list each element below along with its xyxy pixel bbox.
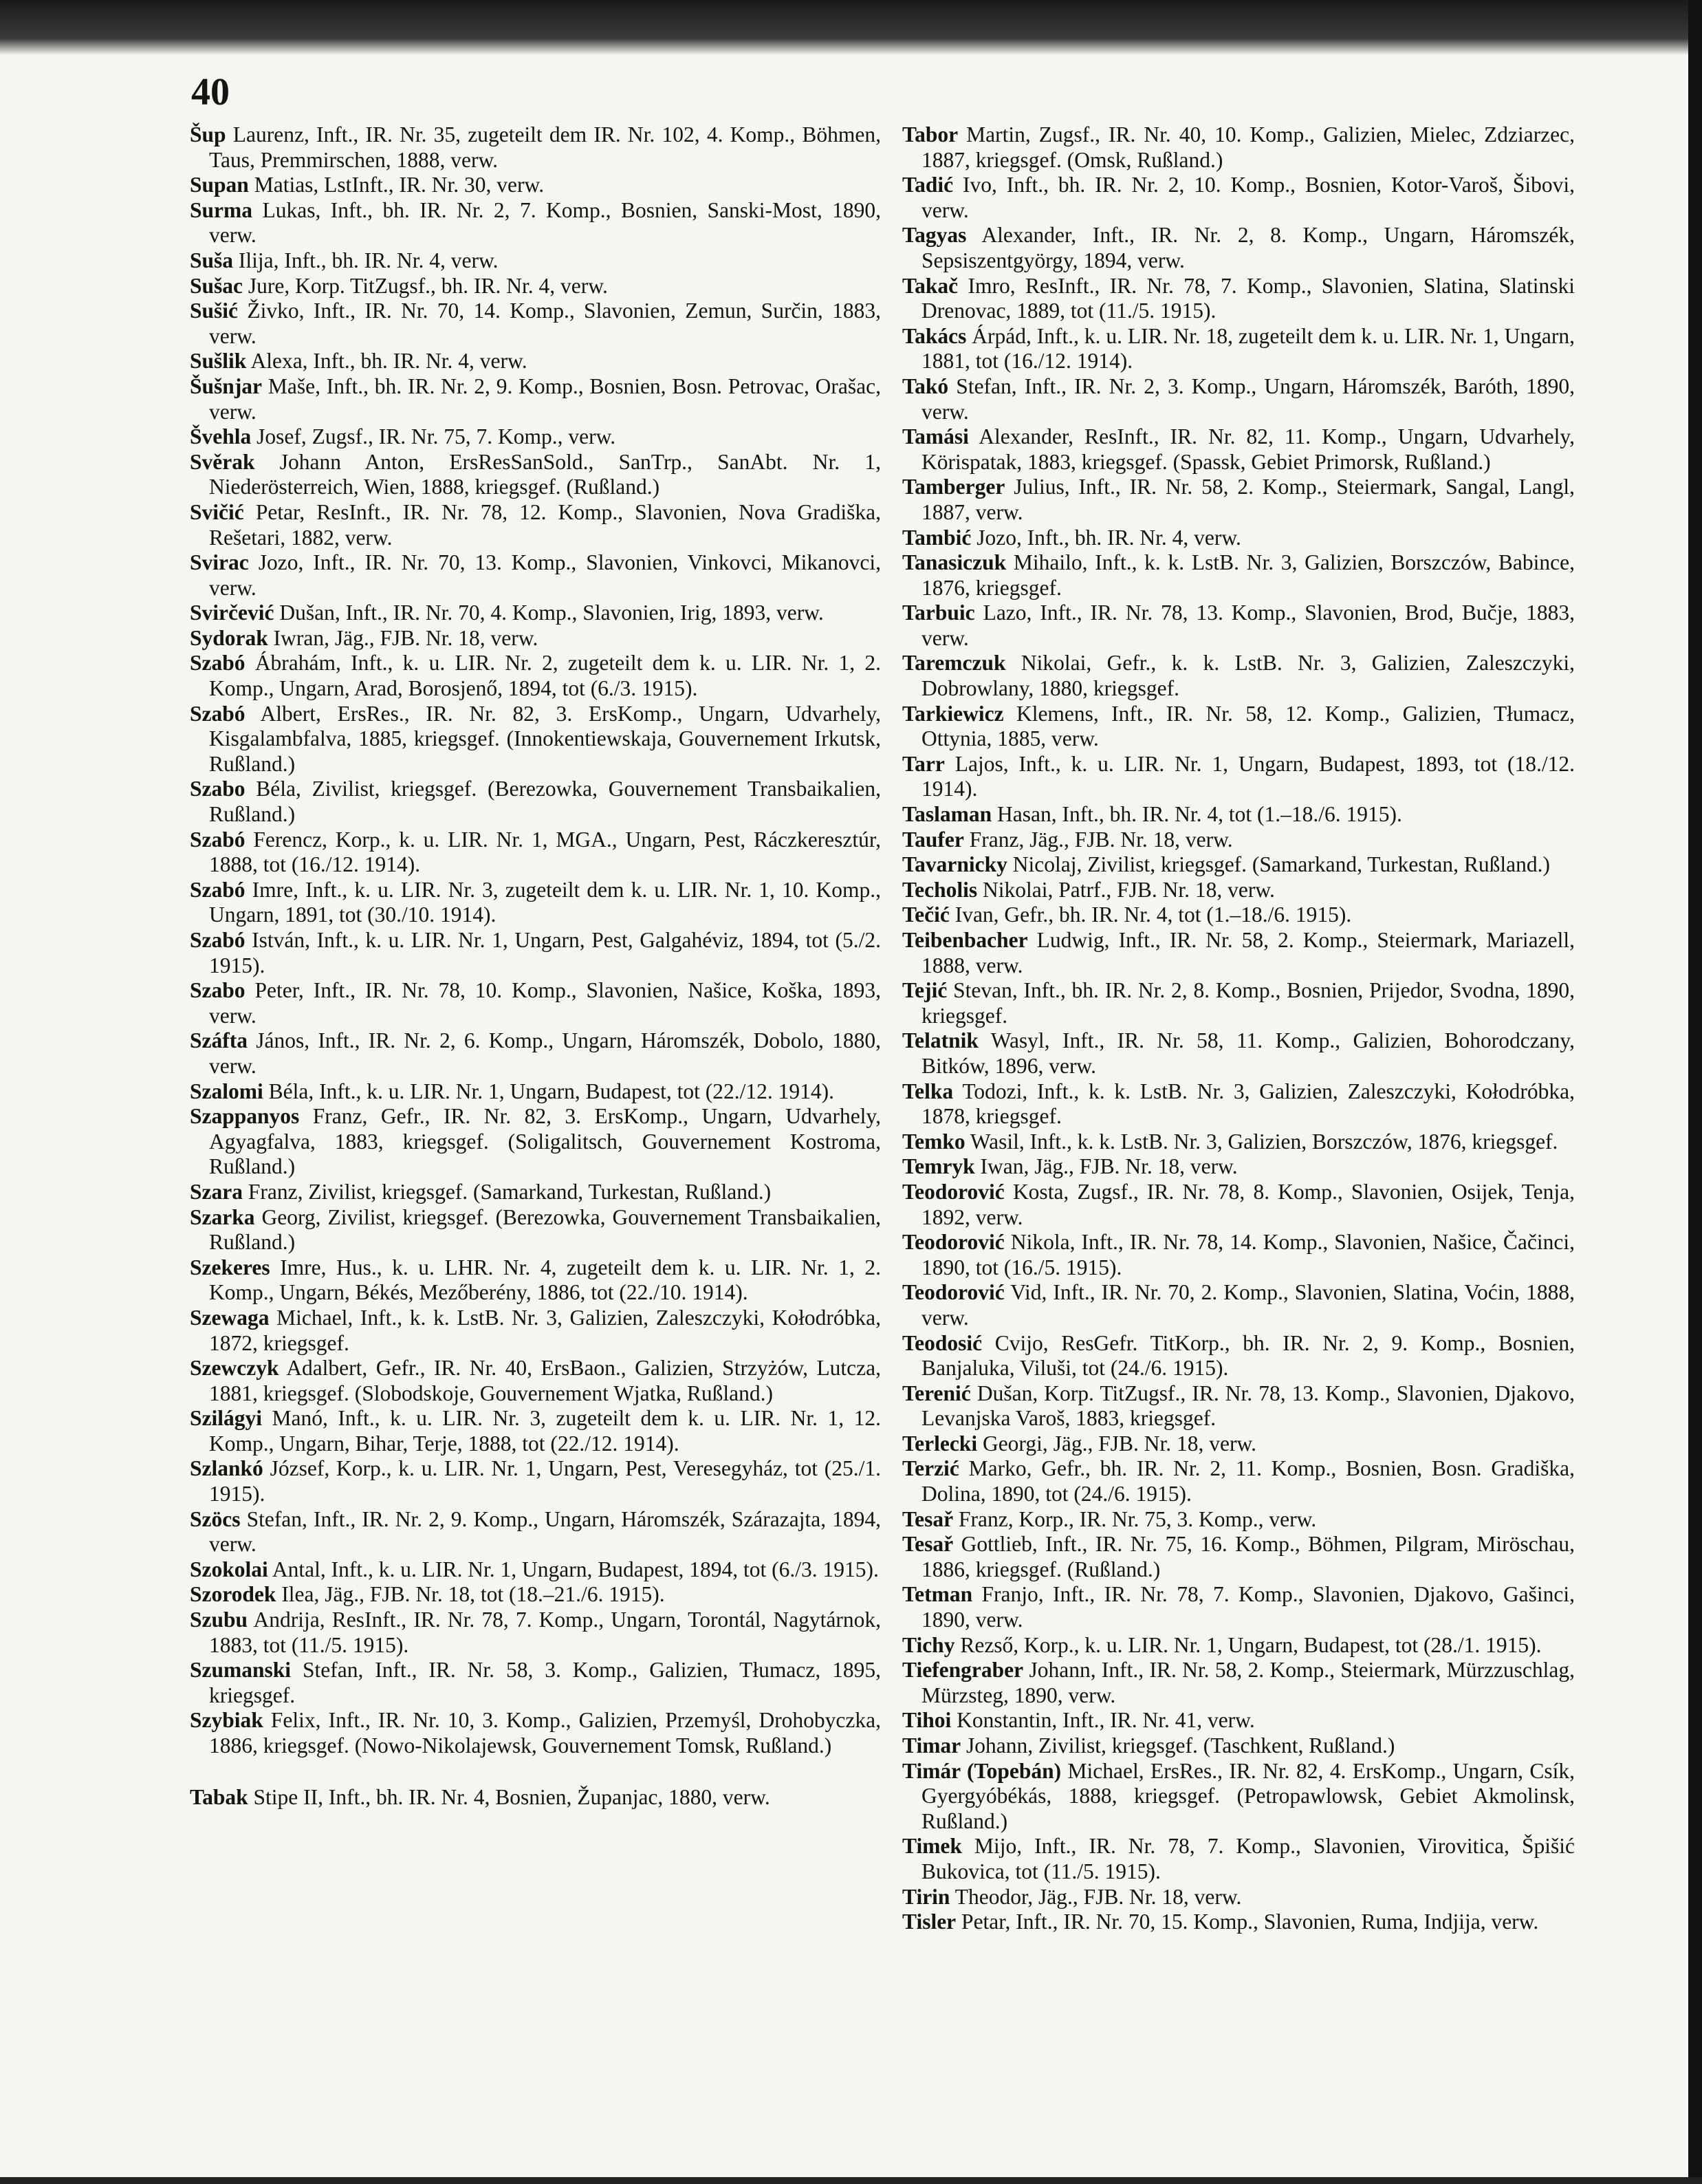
list-entry: [190, 1507, 881, 1557]
list-entry: [902, 1834, 1575, 1884]
entry-details: Marko, Gefr., bh. IR. Nr. 2, 11. Komp., Bosnien, Bosn. Gradiška, Dolina, 1890, tot (24./6. 1915).: [921, 1456, 1575, 1506]
entry-surname: Szokolai: [190, 1557, 268, 1581]
list-entry: [902, 1079, 1575, 1129]
entry-surname: Szabó: [190, 928, 246, 952]
entry-details: Laurenz, Inft., IR. Nr. 35, zugeteilt dem IR. Nr. 102, 4. Komp., Böhmen, Taus, Premmirschen, 1888, verw.: [209, 122, 881, 172]
entry-details: Johann, Zivilist, kriegsgef. (Taschkent, Rußland.): [966, 1733, 1395, 1758]
list-entry: [190, 424, 881, 450]
entry-surname: Tejić: [902, 978, 948, 1003]
entry-surname: Tadić: [902, 173, 954, 197]
entry-surname: Temko: [902, 1129, 965, 1154]
entry-details: Albert, ErsRes., IR. Nr. 82, 3. ErsKomp., Ungarn, Udvarhely, Kisgalambfalva, 1885, kriegsgef. (Innokentiewskaja, Gouvernement Irkutsk, Rußland.): [209, 701, 881, 776]
list-entry: [190, 1708, 881, 1758]
entry-details: Lazo, Inft., IR. Nr. 78, 13. Komp., Slavonien, Brod, Bučje, 1883, verw.: [921, 601, 1575, 650]
list-entry: [902, 1633, 1575, 1658]
entry-details: Mihailo, Inft., k. k. LstB. Nr. 3, Galizien, Borszczów, Babince, 1876, kriegsgef.: [921, 550, 1575, 600]
entry-details: Michael, Inft., k. k. LstB. Nr. 3, Galizien, Zaleszczyki, Kołodróbka, 1872, kriegsgef.: [209, 1305, 882, 1355]
entry-surname: Szybiak: [190, 1708, 263, 1733]
entry-surname: Suša: [190, 248, 234, 272]
entry-surname: Timek: [902, 1834, 962, 1859]
entry-surname: Szappanyos: [190, 1104, 300, 1129]
entry-details: Ilea, Jäg., FJB. Nr. 18, tot (18.–21./6. 1915).: [281, 1582, 665, 1607]
entry-details: Hasan, Inft., bh. IR. Nr. 4, tot (1.–18./6. 1915).: [997, 802, 1402, 827]
entry-surname: Sušlik: [190, 349, 247, 374]
entry-surname: Tambić: [902, 525, 972, 550]
entry-details: Ilija, Inft., bh. IR. Nr. 4, verw.: [238, 248, 499, 272]
list-entry: [190, 702, 881, 777]
entry-details: Andrija, ResInft., IR. Nr. 78, 7. Komp., Ungarn, Torontál, Nagytárnok, 1883, tot (11./5. 1915).: [209, 1608, 882, 1657]
entry-details: Wasil, Inft., k. k. LstB. Nr. 3, Galizien, Borszczów, 1876, kriegsgef.: [970, 1129, 1558, 1154]
list-entry: [190, 1557, 881, 1583]
entry-surname: Tabor: [902, 122, 959, 147]
entry-details: Vid, Inft., IR. Nr. 70, 2. Komp., Slavonien, Slatina, Voćin, 1888, verw.: [921, 1280, 1575, 1330]
list-entry: [902, 424, 1575, 475]
entry-details: Felix, Inft., IR. Nr. 10, 3. Komp., Galizien, Przemyśl, Drohobyczka, 1886, kriegsgef. (Nowo-Nikolajewsk, Gouvernement Tomsk, Rußland.): [209, 1708, 881, 1758]
list-entry: [902, 1582, 1575, 1632]
entry-surname: Sydorak: [190, 625, 268, 650]
entry-details: Petar, Inft., IR. Nr. 70, 15. Komp., Slavonien, Ruma, Indjija, verw.: [961, 1910, 1539, 1934]
entry-details: Franz, Korp., IR. Nr. 75, 3. Komp., verw.: [958, 1506, 1317, 1531]
entry-surname: Timar: [902, 1733, 961, 1758]
entry-surname: Takács: [902, 323, 967, 348]
entry-details: Nikolai, Patrf., FJB. Nr. 18, verw.: [983, 877, 1275, 902]
entry-details: Ivan, Gefr., bh. IR. Nr. 4, tot (1.–18./6. 1915).: [954, 902, 1352, 927]
list-entry: [190, 374, 881, 424]
entry-surname: Taufer: [902, 827, 964, 852]
entry-surname: Szumanski: [190, 1658, 292, 1683]
list-entry: [902, 1381, 1575, 1431]
entry-surname: Szabó: [190, 651, 246, 675]
entry-details: Alexander, Inft., IR. Nr. 2, 8. Komp., Ungarn, Háromszék, Sepsiszentgyörgy, 1894, verw.: [921, 223, 1575, 272]
entry-surname: Supan: [190, 173, 249, 197]
entry-surname: Terenić: [902, 1381, 971, 1405]
entry-details: Alexa, Inft., bh. IR. Nr. 4, verw.: [250, 349, 527, 374]
entry-surname: Szalomi: [190, 1079, 263, 1103]
entry-details: Theodor, Jäg., FJB. Nr. 18, verw.: [954, 1884, 1242, 1909]
entry-details: Josef, Zugsf., IR. Nr. 75, 7. Komp., verw.: [257, 424, 616, 449]
entry-details: Nikola, Inft., IR. Nr. 78, 14. Komp., Slavonien, Našice, Čačinci, 1890, tot (16./5. 1915).: [921, 1230, 1575, 1279]
entry-details: Antal, Inft., k. u. LIR. Nr. 1, Ungarn, Budapest, 1894, tot (6./3. 1915).: [272, 1557, 879, 1581]
entry-details: Franz, Gefr., IR. Nr. 82, 3. ErsKomp., Ungarn, Udvarhely, Agyagfalva, 1883, kriegsgef. (Soligalitsch, Gouvernement Kostroma, Rußland.): [209, 1104, 882, 1179]
entry-surname: Techolis: [902, 877, 978, 902]
entry-details: Johann Anton, ErsResSanSold., SanTrp., SanAbt. Nr. 1, Niederösterreich, Wien, 1888, kriegsgef. (Rußland.): [209, 449, 881, 499]
entry-surname: Szilágyi: [190, 1406, 263, 1431]
entry-surname: Tesař: [902, 1506, 954, 1531]
list-entry: [190, 299, 881, 349]
entry-details: Matias, LstInft., IR. Nr. 30, verw.: [254, 173, 545, 197]
entry-details: Wasyl, Inft., IR. Nr. 58, 11. Komp., Galizien, Bohorodczany, Bitków, 1896, verw.: [921, 1028, 1575, 1078]
entry-details: Julius, Inft., IR. Nr. 58, 2. Komp., Steiermark, Sangal, Langl, 1887, verw.: [921, 475, 1575, 524]
entry-details: Jozo, Inft., IR. Nr. 70, 13. Komp., Slavonien, Vinkovci, Mikanovci, verw.: [209, 550, 882, 600]
entry-surname: Szewaga: [190, 1305, 270, 1330]
list-entry: [902, 1759, 1575, 1835]
list-entry: [190, 1205, 881, 1255]
list-entry: [902, 1431, 1575, 1457]
list-entry: [902, 702, 1575, 752]
list-entry: [190, 1180, 881, 1205]
entry-details: Alexander, ResInft., IR. Nr. 82, 11. Komp., Ungarn, Udvarhely, Körispatak, 1883, kriegsgef. (Spassk, Gebiet Primorsk, Rußland.): [921, 424, 1575, 474]
entry-surname: Tesař: [902, 1532, 954, 1557]
entry-details: Petar, ResInft., IR. Nr. 78, 12. Komp., Slavonien, Nova Gradiška, Rešetari, 1882, verw.: [209, 499, 881, 550]
list-entry: [190, 1608, 881, 1658]
list-entry: [190, 1306, 881, 1356]
list-entry: [902, 324, 1575, 374]
list-entry: [190, 248, 881, 274]
entry-surname: Szewczyk: [190, 1356, 279, 1381]
entry-surname: Szekeres: [190, 1255, 270, 1279]
entry-surname: Teodorović: [902, 1280, 1005, 1305]
list-entry: [902, 122, 1575, 173]
entry-surname: Tirin: [902, 1884, 950, 1909]
entry-surname: Terzić: [902, 1456, 959, 1481]
entry-details: Gottlieb, Inft., IR. Nr. 75, 16. Komp., Böhmen, Pilgram, Miröschau, 1886, kriegsgef. (Rußland.): [921, 1532, 1575, 1581]
entry-details: Rezső, Korp., k. u. LIR. Nr. 1, Ungarn, Budapest, tot (28./1. 1915).: [960, 1632, 1542, 1657]
list-entry: [902, 928, 1575, 978]
entry-surname: Surma: [190, 197, 253, 222]
entry-details: Georgi, Jäg., FJB. Nr. 18, verw.: [982, 1431, 1257, 1456]
entry-details: Adalbert, Gefr., IR. Nr. 40, ErsBaon., Galizien, Strzyżów, Lutcza, 1881, kriegsgef. (Slobodskoje, Gouvernement Wjatka, Rußland.): [209, 1356, 882, 1405]
entry-surname: Tarr: [902, 751, 945, 776]
entry-surname: Száfta: [190, 1028, 248, 1053]
entry-surname: Tiefengraber: [902, 1658, 1024, 1683]
list-entry: [902, 601, 1575, 651]
entry-surname: Takó: [902, 374, 949, 398]
entry-surname: Szabó: [190, 877, 246, 902]
list-entry: [902, 475, 1575, 525]
list-entry: [190, 1658, 881, 1708]
list-entry: [190, 550, 881, 601]
list-entry: [190, 1356, 881, 1406]
list-entry: [190, 626, 881, 651]
list-entry: [190, 777, 881, 827]
entry-surname: Švehla: [190, 424, 252, 449]
list-entry: [902, 1507, 1575, 1533]
right-column: [902, 122, 1575, 1935]
list-entry: [902, 978, 1575, 1028]
entry-details: Stefan, Inft., IR. Nr. 58, 3. Komp., Galizien, Tłumacz, 1895, kriegsgef.: [209, 1658, 881, 1707]
list-entry: [902, 752, 1575, 802]
entry-details: Jure, Korp. TitZugsf., bh. IR. Nr. 4, verw.: [248, 273, 608, 298]
entry-surname: Szarka: [190, 1204, 255, 1229]
page-number: 40: [191, 71, 230, 113]
entry-surname: Tanasiczuk: [902, 550, 1007, 575]
list-entry: [902, 1658, 1575, 1708]
entry-details: Jozo, Inft., bh. IR. Nr. 4, verw.: [977, 525, 1241, 550]
entry-surname: Taremczuk: [902, 651, 1006, 675]
entry-details: Dušan, Inft., IR. Nr. 70, 4. Komp., Slavonien, Irig, 1893, verw.: [279, 601, 824, 625]
list-entry: [902, 651, 1575, 701]
entry-surname: Szabo: [190, 978, 246, 1003]
entry-details: Iwran, Jäg., FJB. Nr. 18, verw.: [273, 625, 538, 650]
list-entry: [902, 1885, 1575, 1910]
list-entry: [902, 1280, 1575, 1330]
list-entry: [902, 1230, 1575, 1280]
list-entry: [902, 526, 1575, 551]
list-entry: [902, 1180, 1575, 1230]
entry-surname: Tavarnicky: [902, 852, 1007, 877]
list-entry: [190, 878, 881, 928]
entry-surname: Szabó: [190, 701, 246, 726]
entry-surname: Svirac: [190, 550, 249, 575]
list-entry: [902, 878, 1575, 903]
entry-surname: Szorodek: [190, 1582, 276, 1607]
list-entry: [902, 802, 1575, 828]
entry-surname: Temryk: [902, 1154, 975, 1179]
entry-details: Franz, Jäg., FJB. Nr. 18, verw.: [969, 827, 1233, 852]
entry-surname: Tetman: [902, 1582, 973, 1607]
entry-details: Imre, Hus., k. u. LHR. Nr. 4, zugeteilt dem k. u. LIR. Nr. 1, 2. Komp., Ungarn, Békés, Mezőberény, 1886, tot (22./10. 1914).: [209, 1255, 881, 1305]
entry-surname: Tihoi: [902, 1708, 952, 1733]
entry-details: Árpád, Inft., k. u. LIR. Nr. 18, zugeteilt dem k. u. LIR. Nr. 1, Ungarn, 1881, tot (16./12. 1914).: [921, 323, 1575, 374]
list-entry: [902, 1910, 1575, 1935]
entry-surname: Šup: [190, 122, 226, 147]
list-entry: [190, 601, 881, 626]
entry-surname: Teodorović: [902, 1179, 1005, 1204]
list-entry: [902, 550, 1575, 601]
list-entry: [902, 828, 1575, 853]
entry-details: Franz, Zivilist, kriegsgef. (Samarkand, Turkestan, Rußland.): [248, 1179, 772, 1204]
list-entry: [190, 828, 881, 878]
entry-details: Michael, ErsRes., IR. Nr. 82, 4. ErsKomp., Ungarn, Csík, Gyergyóbékás, 1888, kriegsgef. (Petropawlowsk, Gebiet Akmolinsk, Rußland.): [921, 1758, 1575, 1833]
list-entry: [902, 274, 1575, 324]
entry-surname: Tečić: [902, 902, 950, 927]
entry-surname: Tisler: [902, 1910, 957, 1934]
entry-details: Nikolai, Gefr., k. k. LstB. Nr. 3, Galizien, Zaleszczyki, Dobrowlany, 1880, kriegsgef.: [921, 651, 1575, 701]
entry-details: Imro, ResInft., IR. Nr. 78, 7. Komp., Slavonien, Slatina, Slatinski Drenovac, 1889, tot (11./5. 1915).: [921, 273, 1575, 323]
entry-details: Stipe II, Inft., bh. IR. Nr. 4, Bosnien, Županjac, 1880, verw.: [253, 1784, 770, 1809]
entry-surname: Telatnik: [902, 1028, 979, 1053]
entry-surname: Szubu: [190, 1608, 248, 1632]
entry-details: Ábrahám, Inft., k. u. LIR. Nr. 2, zugeteilt dem k. u. LIR. Nr. 1, 2. Komp., Ungarn, Arad, Borosjenő, 1894, tot (6./3. 1915).: [209, 651, 881, 701]
scan-border-bottom: [0, 2177, 1702, 2184]
list-entry: [190, 1406, 881, 1456]
entry-surname: Takač: [902, 273, 959, 298]
list-entry: [190, 198, 881, 248]
list-entry: [190, 1785, 881, 1810]
entry-surname: Tichy: [902, 1632, 955, 1657]
entry-details: Martin, Zugsf., IR. Nr. 40, 10. Komp., Galizien, Mielec, Zdziarzec, 1887, kriegsgef. (Omsk, Rußland.): [921, 122, 1575, 172]
entry-surname: Terlecki: [902, 1431, 978, 1456]
entry-surname: Tarbuic: [902, 601, 975, 625]
list-entry: [190, 928, 881, 978]
list-entry: [190, 349, 881, 374]
entry-details: Mijo, Inft., IR. Nr. 78, 7. Komp., Slavonien, Virovitica, Špišić Bukovica, tot (11./5. 1915).: [921, 1834, 1575, 1883]
entry-details: Konstantin, Inft., IR. Nr. 41, verw.: [957, 1708, 1255, 1733]
list-entry: [190, 1255, 881, 1306]
entry-details: Johann, Inft., IR. Nr. 58, 2. Komp., Steiermark, Mürzzuschlag, Mürzsteg, 1890, verw.: [921, 1658, 1575, 1707]
entry-details: Stevan, Inft., bh. IR. Nr. 2, 8. Komp., Bosnien, Prijedor, Svodna, 1890, kriegsgef.: [921, 978, 1575, 1028]
list-entry: [902, 1733, 1575, 1759]
list-entry: [190, 122, 881, 173]
entry-details: Lajos, Inft., k. u. LIR. Nr. 1, Ungarn, Budapest, 1893, tot (18./12. 1914).: [921, 751, 1575, 801]
entry-surname: Svěrak: [190, 449, 255, 474]
entry-details: Peter, Inft., IR. Nr. 78, 10. Komp., Slavonien, Našice, Koška, 1893, verw.: [209, 978, 882, 1028]
entry-details: Ferencz, Korp., k. u. LIR. Nr. 1, MGA., Ungarn, Pest, Ráczkeresztúr, 1888, tot (16./12. 1914).: [209, 827, 881, 877]
list-entry: [902, 902, 1575, 928]
list-entry: [190, 1079, 881, 1105]
entry-details: Todozi, Inft., k. k. LstB. Nr. 3, Galizien, Zaleszczyki, Kołodróbka, 1878, kriegsgef.: [921, 1079, 1575, 1129]
scan-border-right: [1688, 0, 1702, 2184]
list-entry: [902, 1532, 1575, 1582]
entry-details: Ivo, Inft., bh. IR. Nr. 2, 10. Komp., Bosnien, Kotor-Varoš, Šibovi, verw.: [921, 173, 1575, 222]
entry-details: József, Korp., k. u. LIR. Nr. 1, Ungarn, Pest, Veresegyház, tot (25./1. 1915).: [209, 1456, 881, 1506]
entry-surname: Taslaman: [902, 802, 992, 827]
list-entry: [902, 173, 1575, 223]
entry-details: Ludwig, Inft., IR. Nr. 58, 2. Komp., Steiermark, Mariazell, 1888, verw.: [921, 928, 1575, 977]
list-entry: [190, 500, 881, 550]
entry-details: Nicolaj, Zivilist, kriegsgef. (Samarkand, Turkestan, Rußland.): [1012, 852, 1551, 877]
entry-details: Živko, Inft., IR. Nr. 70, 14. Komp., Slavonien, Zemun, Surčin, 1883, verw.: [209, 299, 881, 348]
list-entry: [902, 223, 1575, 273]
entry-details: Stefan, Inft., IR. Nr. 2, 9. Komp., Ungarn, Háromszék, Szárazajta, 1894, verw.: [209, 1506, 882, 1557]
entry-surname: Teodosić: [902, 1330, 983, 1355]
list-entry: [902, 1456, 1575, 1506]
entry-details: Cvijo, ResGefr. TitKorp., bh. IR. Nr. 2, 9. Komp., Bosnien, Banjaluka, Viluši, tot (24./6. 1915).: [921, 1330, 1575, 1381]
entry-surname: Svičić: [190, 499, 244, 524]
entry-details: Béla, Inft., k. u. LIR. Nr. 1, Ungarn, Budapest, tot (22./12. 1914).: [268, 1079, 835, 1103]
entry-surname: Szara: [190, 1179, 243, 1204]
entry-surname: Svirčević: [190, 601, 274, 625]
entry-surname: Sušac: [190, 273, 243, 298]
entry-surname: Tamberger: [902, 475, 1005, 499]
entry-details: Lukas, Inft., bh. IR. Nr. 2, 7. Komp., Bosnien, Sanski-Most, 1890, verw.: [209, 197, 882, 248]
list-entry: [190, 274, 881, 299]
list-entry: [190, 1104, 881, 1180]
entry-details: Kosta, Zugsf., IR. Nr. 78, 8. Komp., Slavonien, Osijek, Tenja, 1892, verw.: [921, 1179, 1575, 1229]
section-gap: [190, 1759, 881, 1785]
entry-surname: Szabo: [190, 777, 246, 801]
entry-details: Manó, Inft., k. u. LIR. Nr. 3, zugeteilt dem k. u. LIR. Nr. 1, 12. Komp., Ungarn, Bihar, Terje, 1888, tot (22./12. 1914).: [209, 1406, 882, 1456]
list-entry: [902, 1129, 1575, 1155]
list-entry: [190, 173, 881, 198]
list-entry: [190, 651, 881, 701]
entry-details: Béla, Zivilist, kriegsgef. (Berezowka, Gouvernement Transbaikalien, Rußland.): [209, 777, 881, 827]
entry-details: Stefan, Inft., IR. Nr. 2, 3. Komp., Ungarn, Háromszék, Baróth, 1890, verw.: [921, 374, 1575, 424]
list-entry: [902, 374, 1575, 424]
list-entry: [902, 1028, 1575, 1079]
list-entry: [190, 450, 881, 500]
entry-details: Dušan, Korp. TitZugsf., IR. Nr. 78, 13. Komp., Slavonien, Djakovo, Levanjska Varoš, 1883, kriegsgef.: [921, 1381, 1575, 1431]
entry-details: Maše, Inft., bh. IR. Nr. 2, 9. Komp., Bosnien, Bosn. Petrovac, Orašac, verw.: [209, 374, 881, 424]
entry-details: János, Inft., IR. Nr. 2, 6. Komp., Ungarn, Háromszék, Dobolo, 1880, verw.: [209, 1028, 882, 1078]
entry-details: Imre, Inft., k. u. LIR. Nr. 3, zugeteilt dem k. u. LIR. Nr. 1, 10. Komp., Ungarn, 1891, tot (30./10. 1914).: [209, 877, 881, 927]
entry-surname: Tarkiewicz: [902, 701, 1004, 726]
list-entry: [190, 1582, 881, 1608]
entry-surname: Tamási: [902, 424, 969, 449]
list-entry: [190, 1456, 881, 1506]
list-entry: [902, 852, 1575, 878]
entry-details: István, Inft., k. u. LIR. Nr. 1, Ungarn, Pest, Galgahéviz, 1894, tot (5./2. 1915).: [209, 928, 882, 977]
entry-surname: Szabó: [190, 827, 246, 852]
entry-surname: Tagyas: [902, 223, 967, 248]
entry-details: Franjo, Inft., IR. Nr. 78, 7. Komp., Slavonien, Djakovo, Gašinci, 1890, verw.: [921, 1582, 1575, 1632]
entry-surname: Šušnjar: [190, 374, 263, 398]
entry-details: Georg, Zivilist, kriegsgef. (Berezowka, Gouvernement Transbaikalien, Rußland.): [209, 1204, 882, 1255]
left-column: [190, 122, 881, 1810]
list-entry: [190, 1028, 881, 1079]
list-entry: [190, 978, 881, 1028]
entry-surname: Szlankó: [190, 1456, 263, 1481]
entry-surname: Teodorović: [902, 1230, 1005, 1255]
entry-surname: Tabak: [190, 1784, 248, 1809]
entry-details: Klemens, Inft., IR. Nr. 58, 12. Komp., Galizien, Tłumacz, Ottynia, 1885, verw.: [921, 701, 1575, 751]
entry-surname: Sušić: [190, 299, 239, 323]
entry-surname: Telka: [902, 1079, 954, 1103]
entry-surname: Szöcs: [190, 1506, 241, 1531]
scan-border-top: [0, 0, 1702, 55]
list-entry: [902, 1154, 1575, 1180]
entry-surname: Teibenbacher: [902, 928, 1028, 952]
entry-details: Iwan, Jäg., FJB. Nr. 18, verw.: [980, 1154, 1238, 1179]
entry-surname: Timár (Topebán): [902, 1758, 1062, 1783]
list-entry: [902, 1331, 1575, 1381]
list-entry: [902, 1708, 1575, 1733]
